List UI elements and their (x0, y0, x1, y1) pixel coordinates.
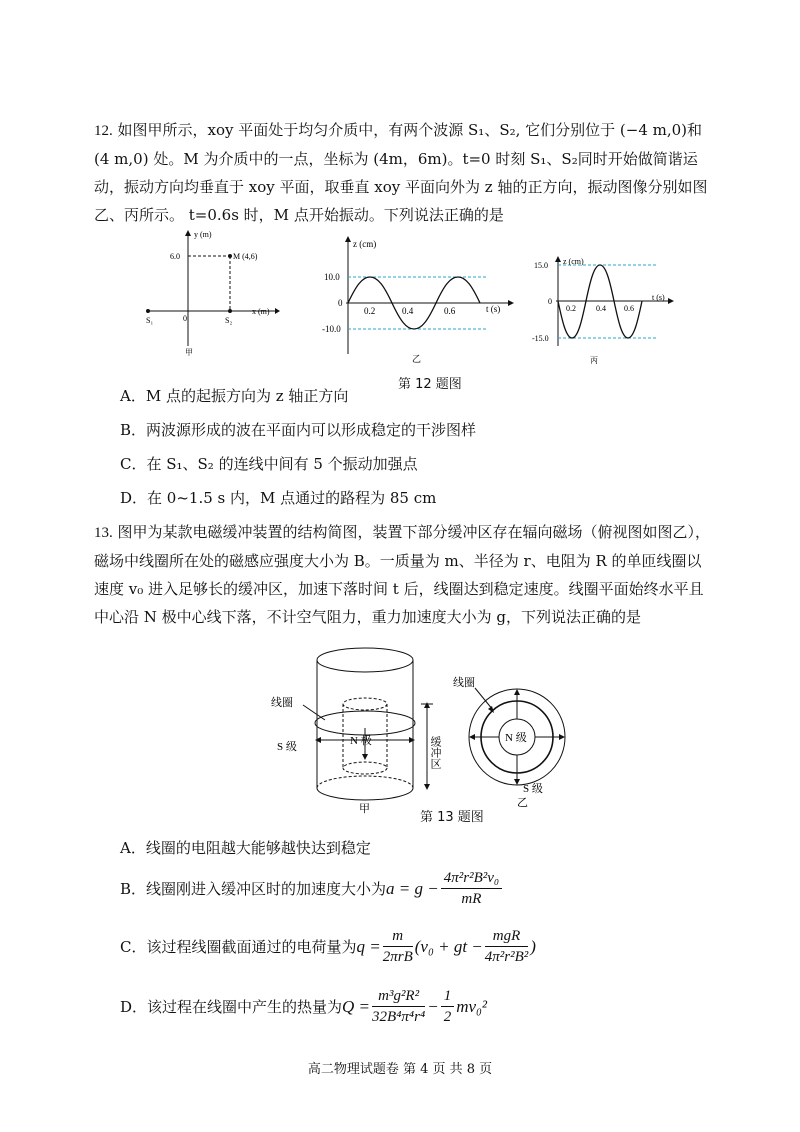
q13-figure-caption: 第 13 题图 (420, 810, 484, 825)
q13-option-d-fraction2 (441, 986, 455, 1027)
fig13-top-n: N 级 (505, 732, 527, 744)
yi-top: 10.0 (324, 272, 340, 282)
fig13-top-coil: 线圈 (453, 677, 475, 689)
fig13-s-pole: S 级 (277, 741, 297, 753)
q13-option-d-prefix: D．该过程在线圈中产生的热量为 (120, 997, 343, 1016)
yi-t1: 0.2 (364, 306, 376, 316)
bing-t3: 0.6 (624, 304, 634, 313)
q13-option-a: A．线圈的电阻越大能够越快达到稳定 (120, 839, 371, 857)
q13-option-b-fraction (441, 868, 502, 909)
bing-x-label: t (s) (652, 293, 665, 302)
yi-t3: 0.6 (444, 306, 456, 316)
bing-caption: 丙 (590, 356, 598, 365)
fig13-zone: 缓冲区 (429, 736, 441, 769)
fig13-cap-yi: 乙 (517, 797, 528, 809)
jia-caption: 甲 (185, 348, 193, 357)
q13-option-c-prefix: C．该过程线圈截面通过的电荷量为 (120, 937, 357, 956)
q13-option-c (120, 926, 536, 967)
q13-option-c-den2: 4π²r²B² (484, 949, 529, 965)
page-footer: 高二物理试题卷 第 4 页 共 8 页 (307, 1062, 493, 1077)
q13-option-d-num2: 1 (441, 986, 455, 1007)
q13-option-b-den: mR (461, 891, 482, 907)
q12-option-c: C．在 S₁、S₂ 的连线中间有 5 个振动加强点 (120, 455, 418, 473)
q13-option-c-num: m (383, 926, 413, 947)
yi-zero: 0 (338, 298, 343, 308)
q13-figure (255, 640, 585, 825)
jia-s1: S₁ (146, 316, 154, 325)
yi-x-label: t (s) (486, 304, 501, 314)
q12-text: 如图甲所示，xoy 平面处于均匀介质中，有两个波源 S₁、S₂, 它们分别位于 (−4 m,0)和 (4 m,0) 处。M 为介质中的一点，坐标为 (4m，6m)。t=0 时刻 S₁、S₂同时开始做简谐运动，振动方向均垂直于 xoy 平面，取垂直 xoy 平面向外为 z 轴的正方向，振动图像分别如图乙、丙所示。 t=0.6s 时，M 点开始振动。下列说法正确的是 (94, 121, 708, 224)
jia-s2: S₂ (225, 316, 233, 325)
q13-option-d (120, 986, 487, 1027)
q12-figure-caption: 第 12 题图 (398, 377, 462, 392)
q12-stem (94, 116, 714, 229)
q12-figure-jia (140, 228, 280, 358)
q13-option-b-lhs: a = g − (386, 878, 439, 898)
q12-option-b: B．两波源形成的波在平面内可以形成稳定的干涉图样 (120, 421, 477, 439)
q13-option-c-tail: ) (530, 936, 536, 956)
q13-option-d-fraction (372, 986, 425, 1027)
q12-option-a: A．M 点的起振方向为 z 轴正方向 (120, 387, 349, 405)
yi-y-label: z (cm) (353, 239, 377, 249)
bing-y-label: z (cm) (563, 257, 584, 266)
fig13-cap-jia: 甲 (359, 803, 370, 815)
jia-y-label: y (m) (194, 230, 212, 239)
q13-option-d-den2: 2 (443, 1009, 452, 1025)
q13-option-c-mid: (v₀ + gt − (414, 936, 483, 956)
yi-caption: 乙 (412, 354, 422, 364)
fig13-n-pole: N 极 (350, 735, 372, 747)
jia-y-tick: 6.0 (170, 252, 180, 261)
q13-option-b (120, 868, 504, 909)
q13-option-d-den: 32B⁴π⁴r⁴ (372, 1009, 426, 1025)
jia-origin: 0 (183, 314, 187, 323)
q13-option-d-num: m³g²R² (372, 986, 425, 1007)
bing-bottom: -15.0 (532, 334, 549, 343)
jia-point-m: M (4,6) (233, 252, 258, 261)
q12-option-d: D．在 0~1.5 s 内，M 点通过的路程为 85 cm (120, 489, 437, 507)
bing-t1: 0.2 (566, 304, 576, 313)
q13-stem (94, 518, 714, 631)
q12-figure-yi (318, 236, 518, 366)
fig13-coil-label: 线圈 (271, 697, 293, 709)
q12-figure-bing (528, 256, 678, 368)
q13-option-d-minus: − (427, 996, 439, 1016)
q12-number: 12. (94, 123, 113, 139)
q13-option-c-fraction (383, 926, 413, 967)
jia-x-label: x (m) (252, 307, 270, 316)
bing-zero: 0 (548, 297, 552, 306)
q13-option-d-lhs: Q = (342, 996, 371, 1016)
bing-top: 15.0 (534, 261, 548, 270)
q13-option-d-tail: mv₀² (456, 996, 488, 1016)
q13-option-c-lhs: q = (356, 936, 381, 956)
q13-option-b-prefix: B．线圈刚进入缓冲区时的加速度大小为 (120, 879, 387, 898)
yi-t2: 0.4 (402, 306, 414, 316)
q13-text: 图甲为某款电磁缓冲装置的结构简图，装置下部分缓冲区存在辐向磁场（俯视图如图乙），磁场中线圈所在处的磁感应强度大小为 B。一质量为 m、半径为 r、电阻为 R 的单匝线圈以速度 v₀ 进入足够长的缓冲区，加速下落时间 t 后，线圈达到稳定速度。线圈平面始终水平且中心沿 N 极中心线下落，不计空气阻力，重力加速度大小为 g，下列说法正确的是 (94, 523, 711, 626)
q13-option-b-num: 4π²r²B²v₀ (441, 868, 502, 889)
q13-number: 13. (94, 525, 113, 541)
q13-option-c-fraction2 (485, 926, 529, 967)
yi-bottom: -10.0 (322, 324, 341, 334)
q13-option-c-num2: mgR (485, 926, 529, 947)
q13-option-c-den: 2πrB (382, 949, 413, 965)
bing-t2: 0.4 (596, 304, 606, 313)
fig13-top-s: S 级 (523, 783, 543, 795)
